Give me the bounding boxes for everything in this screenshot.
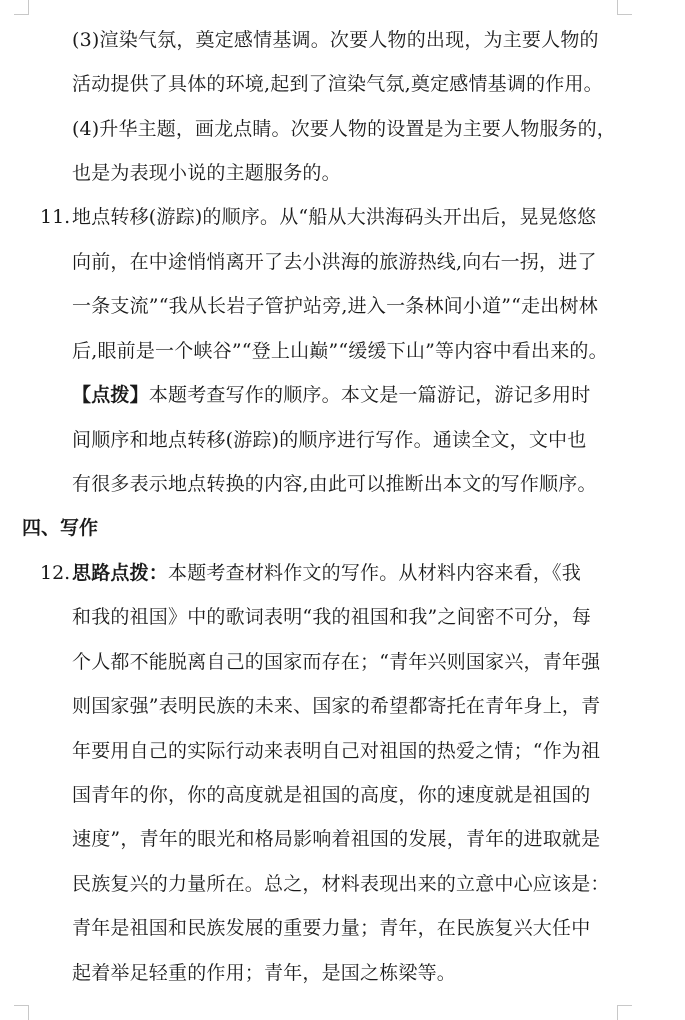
guide-text: 本题考查材料作文的写作。从材料内容来看，《我 [168, 562, 581, 584]
text-line: (4)升华主题，画龙点睛。次要人物的设置是为主要人物服务的， [72, 118, 616, 140]
crop-mark-top-left [14, 0, 29, 15]
crop-mark-bottom-right [617, 1005, 632, 1020]
tip-label: 【点拨】 [72, 384, 149, 406]
crop-mark-bottom-left [14, 1005, 29, 1020]
text-line: 有很多表示地点转换的内容,由此可以推断出本文的写作顺序。 [72, 473, 597, 495]
guide-label: 思路点拨： [72, 562, 169, 584]
text-line: 向前，在中途悄悄离开了去小洪海的旅游热线,向右一拐，进了 [72, 251, 597, 273]
guide-line [72, 560, 616, 586]
text-line: 青年是祖国和民族发展的重要力量；青年，在民族复兴大任中 [72, 917, 591, 939]
text-line: 一条支流”“我从长岩子管护站旁,进入一条林间小道”“走出树林 [72, 295, 598, 317]
crop-mark-top-right [617, 0, 632, 15]
text-line: 起着举足轻重的作用；青年，是国之栋梁等。 [72, 962, 457, 984]
text-line: 国青年的你，你的高度就是祖国的高度，你的速度就是祖国的 [72, 784, 591, 806]
text-line: 民族复兴的力量所在。总之，材料表现出来的立意中心应该是： [72, 873, 610, 895]
text-line: 间顺序和地点转移(游踪)的顺序进行写作。通读全文，文中也 [72, 429, 587, 451]
text-line: 后,眼前是一个峡谷”“登上山巅”“缓缓下山”等内容中看出来的。 [72, 340, 608, 362]
item-number-11: 11. [40, 206, 71, 228]
text-line: 则国家强”表明民族的未来、国家的希望都寄托在青年身上，青 [72, 695, 601, 717]
text-line: 和我的祖国》中的歌词表明“我的祖国和我”之间密不可分，每 [72, 606, 592, 628]
tip-line [72, 382, 616, 408]
text-line: 速度”，青年的眼光和格局影响着祖国的发展，青年的进取就是 [72, 828, 601, 850]
text-line: 也是为表现小说的主题服务的。 [72, 162, 341, 184]
text-line: 活动提供了具体的环境,起到了渲染气氛,奠定感情基调的作用。 [72, 73, 603, 95]
text-line: 个人都不能脱离自己的国家而存在；“青年兴则国家兴，青年强 [72, 651, 601, 673]
text-line: (3)渲染气氛，奠定感情基调。次要人物的出现，为主要人物的 [72, 29, 599, 51]
text-line: 年要用自己的实际行动来表明自己对祖国的热爱之情；“作为祖 [72, 740, 601, 762]
tip-text: 本题考查写作的顺序。本文是一篇游记，游记多用时 [148, 384, 591, 406]
item-number-12: 12. [40, 562, 71, 584]
section-heading: 四、写作 [22, 517, 99, 539]
text-line: 地点转移(游踪)的顺序。从“船从大洪海码头开出后，晃晃悠悠 [72, 206, 597, 228]
